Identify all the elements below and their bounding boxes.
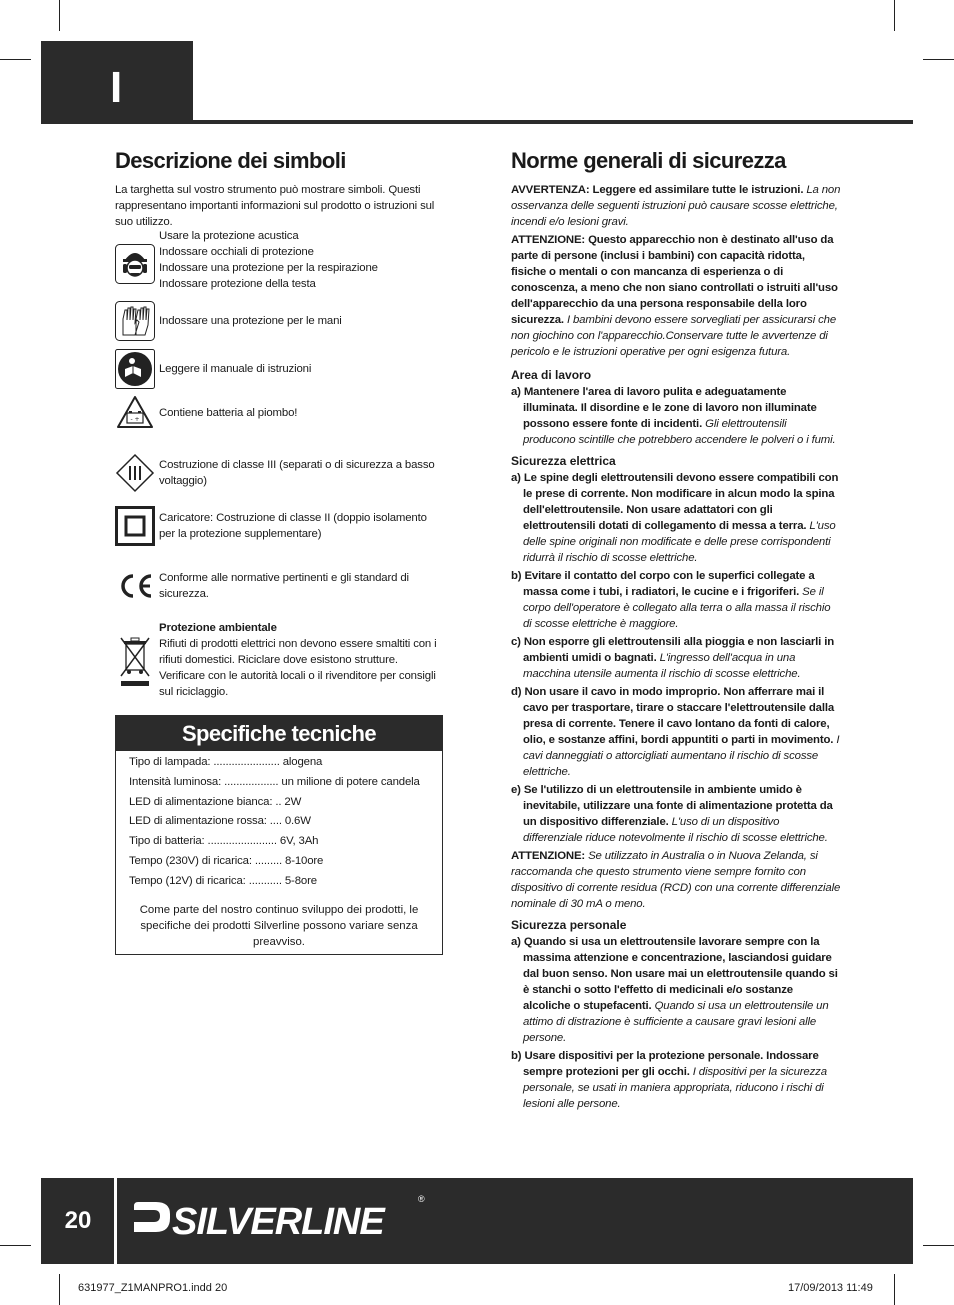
symbol-text: Indossare una protezione per le mani bbox=[159, 315, 342, 328]
crop-mark bbox=[59, 1274, 60, 1305]
safety-title: Norme generali di sicurezza bbox=[511, 148, 786, 173]
specs-title: Specifiche tecniche bbox=[116, 716, 442, 751]
spec-row: Tipo di batteria: ....................... 6V, 3Ah bbox=[129, 835, 319, 848]
spec-row: Tempo (12V) di ricarica: ........... 5-8ore bbox=[129, 874, 317, 887]
symbol-row bbox=[115, 451, 445, 495]
specs-list bbox=[116, 751, 442, 892]
list-item: b) Evitare il contatto del corpo con le superfici collegate a massa come i tubi, i radiatori, le cucine e i frigoriferi. Se il corpo dell'operatore è collegato alla terra o alla massa il rischio di scosse elettriche è maggiore. bbox=[511, 570, 831, 631]
list-item: a) Mantenere l'area di lavoro pulita e adeguatamente illuminata. Il disordine e le zone di lavoro non illuminate possono essere fonte di incidenti. Gli elettroutensili producono scintille che potrebbero accendere le polveri o i fumi. bbox=[511, 386, 836, 447]
safety-gear-icon bbox=[115, 244, 155, 284]
symbol-text: Costruzione di classe III (separati o di sicurezza a basso voltaggio) bbox=[159, 459, 435, 488]
symbol-text: Usare la protezione acustica Indossare occhiali di protezione Indossare una protezione per la respirazione Indossare protezione della testa bbox=[159, 230, 378, 291]
crop-mark bbox=[59, 0, 60, 31]
symbol-text: Protezione ambientale Rifiuti di prodotti elettrici non devono essere smaltiti con i rifiuti domestici. Riciclare dove esistono strutture. Verificare con le autorità locali o il rivenditore per consigli sul riciclaggio. bbox=[159, 622, 437, 699]
symbol-row bbox=[115, 504, 445, 548]
symbol-row bbox=[115, 620, 445, 700]
rcd-note: ATTENZIONE: Se utilizzato in Australia o in Nuova Zelanda, si raccomanda che questo strumento viene sempre fornito con dispositivo di corrente residua (RCD) con una corrente differenziale nominale di 30 mA o meno. bbox=[511, 850, 841, 911]
crop-mark bbox=[894, 0, 895, 31]
manual-icon bbox=[115, 349, 155, 389]
list-item: a) Le spine degli elettroutensili devono essere compatibili con le prese di corrente. Non modificare in alcun modo la spina dell'elettroutensile. Non usare adattatori con gli elettroutensili dotati di collegamento di messa a terra. L'uso delle spine originali non modificate e delle prese corrispondenti ridurrà il rischio di scosse elettriche. bbox=[511, 472, 839, 565]
crop-mark bbox=[894, 1274, 895, 1305]
language-letter: I bbox=[110, 63, 123, 112]
list-item: e) Se l'utilizzo di un elettroutensile in ambiente umido è inevitabile, utilizzare una fonte di alimentazione protetta da un dispositivo differenziale. L'uso di un dispositivo differenziale riduce notevolmente il rischio di scosse elettriche. bbox=[511, 784, 833, 845]
symbol-row bbox=[115, 391, 445, 435]
symbols-section bbox=[115, 148, 445, 700]
spec-row: Intensità luminosa: .................. un milione di potere candela bbox=[129, 775, 420, 788]
list-item: c) Non esporre gli elettroutensili alla pioggia e non lasciarli in ambienti umidi o bagnati. L'ingresso dell'acqua in una macchina utensile aumenta il rischio di scosse elettriche. bbox=[511, 636, 835, 681]
weee-bin-icon bbox=[115, 630, 155, 690]
list-item: b) Usare dispositivi per la protezione personale. Indossare sempre protezioni per gli occhi. I dispositivi per la sicurezza personale, se usati in maniera appropriata, riducono i rischi di lesioni alle persone. bbox=[511, 1050, 827, 1111]
header-rule bbox=[41, 120, 913, 124]
lead-battery-icon bbox=[115, 393, 155, 433]
class-ii-icon bbox=[115, 506, 155, 546]
section-title: Sicurezza elettrica bbox=[511, 454, 616, 469]
list-item: d) Non usare il cavo in modo improprio. Non afferrare mai il cavo per trasportare, tirare o staccare l'elettroutensile dalla presa di corrente. Tenere il cavo lontano da fonti di calore, olio, e sostanze affini, bordi appuntiti o parti in movimento. I cavi danneggiati o attorcigliati aumentano il rischio di scosse elettriche. bbox=[511, 686, 840, 779]
crop-mark bbox=[923, 1245, 954, 1246]
spec-row: Tipo di lampada: ...................... alogena bbox=[129, 756, 323, 768]
class-iii-icon bbox=[115, 453, 155, 493]
crop-mark bbox=[923, 59, 954, 60]
symbol-row bbox=[115, 347, 445, 391]
spec-row: LED di alimentazione bianca: .. 2W bbox=[129, 795, 302, 808]
gloves-icon bbox=[115, 301, 155, 341]
section-title: Area di lavoro bbox=[511, 368, 592, 383]
attention-paragraph: ATTENZIONE: Questo apparecchio non è destinato all'uso da parte di persone (inclusi i bambini) con capacità ridotta, fisiche o mentali o con mancanza di esperienza o di conoscenza, a meno che non siano controllati o istruiti all'uso dell'apparecchio da una persona responsabile della loro sicurezza. I bambini devono essere sorvegliati per assicurarsi che non giochino con l'apparecchio.Conservare tutte le avvertenze di pericolo e le istruzioni operative per ogni esigenza futura. bbox=[511, 234, 838, 359]
symbol-row bbox=[115, 299, 445, 343]
crop-mark bbox=[0, 1245, 31, 1246]
svg-text:®: ® bbox=[418, 1194, 425, 1204]
crop-mark bbox=[0, 59, 31, 60]
spec-row: Tempo (230V) di ricarica: ......... 8-10ore bbox=[129, 854, 324, 867]
svg-text:SILVERLINE: SILVERLINE bbox=[172, 1201, 384, 1243]
symbol-text: Contiene batteria al piombo! bbox=[159, 407, 298, 420]
symbol-row bbox=[115, 564, 445, 608]
symbol-text: Leggere il manuale di istruzioni bbox=[159, 363, 312, 376]
symbol-text: Caricatore: Costruzione di classe II (doppio isolamento per la protezione supplementare) bbox=[159, 512, 427, 541]
section-title: Sicurezza personale bbox=[511, 918, 627, 933]
slug-right: 17/09/2013 11:49 bbox=[788, 1282, 873, 1294]
safety-section bbox=[511, 148, 841, 1114]
specs-box bbox=[115, 715, 443, 955]
silverline-logo bbox=[130, 1188, 430, 1253]
symbols-intro: La targhetta sul vostro strumento può mostrare simboli. Questi rappresentano importanti informazioni sul prodotto o istruzioni sul suo utilizzo. bbox=[115, 184, 435, 229]
spec-row: LED di alimentazione rossa: .... 0.6W bbox=[129, 815, 311, 828]
symbol-text: Conforme alle normative pertinenti e gli standard di sicurezza. bbox=[159, 572, 409, 601]
symbols-title: Descrizione dei simboli bbox=[115, 148, 346, 173]
slug-left: 631977_Z1MANPRO1.indd 20 bbox=[78, 1282, 228, 1294]
page-number: 20 bbox=[64, 1207, 92, 1234]
footer-divider bbox=[114, 1178, 117, 1264]
symbol-row bbox=[115, 230, 445, 294]
ce-mark-icon bbox=[115, 566, 155, 606]
svg-text:- +: - + bbox=[130, 416, 140, 424]
list-item: a) Quando si usa un elettroutensile lavorare sempre con la massima attenzione e concentrazione, lasciandosi guidare dal buon senso. Non usare mai un elettroutensile quando si è stanchi o sotto l'effetto di medicinali e/o sostanze alcoliche o stupefacenti. Quando si usa un elettroutensile un attimo di distrazione è sufficiente a causare gravi lesioni alle persone. bbox=[511, 936, 838, 1045]
specs-note: Come parte del nostro continuo sviluppo dei prodotti, le specifiche dei prodotti Silverline possono variare senza preavviso. bbox=[139, 903, 419, 948]
warning-paragraph: AVVERTENZA: Leggere ed assimilare tutte le istruzioni. La non osservanza delle seguenti istruzioni può causare scosse elettriche, incendi e/o lesioni gravi. bbox=[511, 184, 841, 229]
